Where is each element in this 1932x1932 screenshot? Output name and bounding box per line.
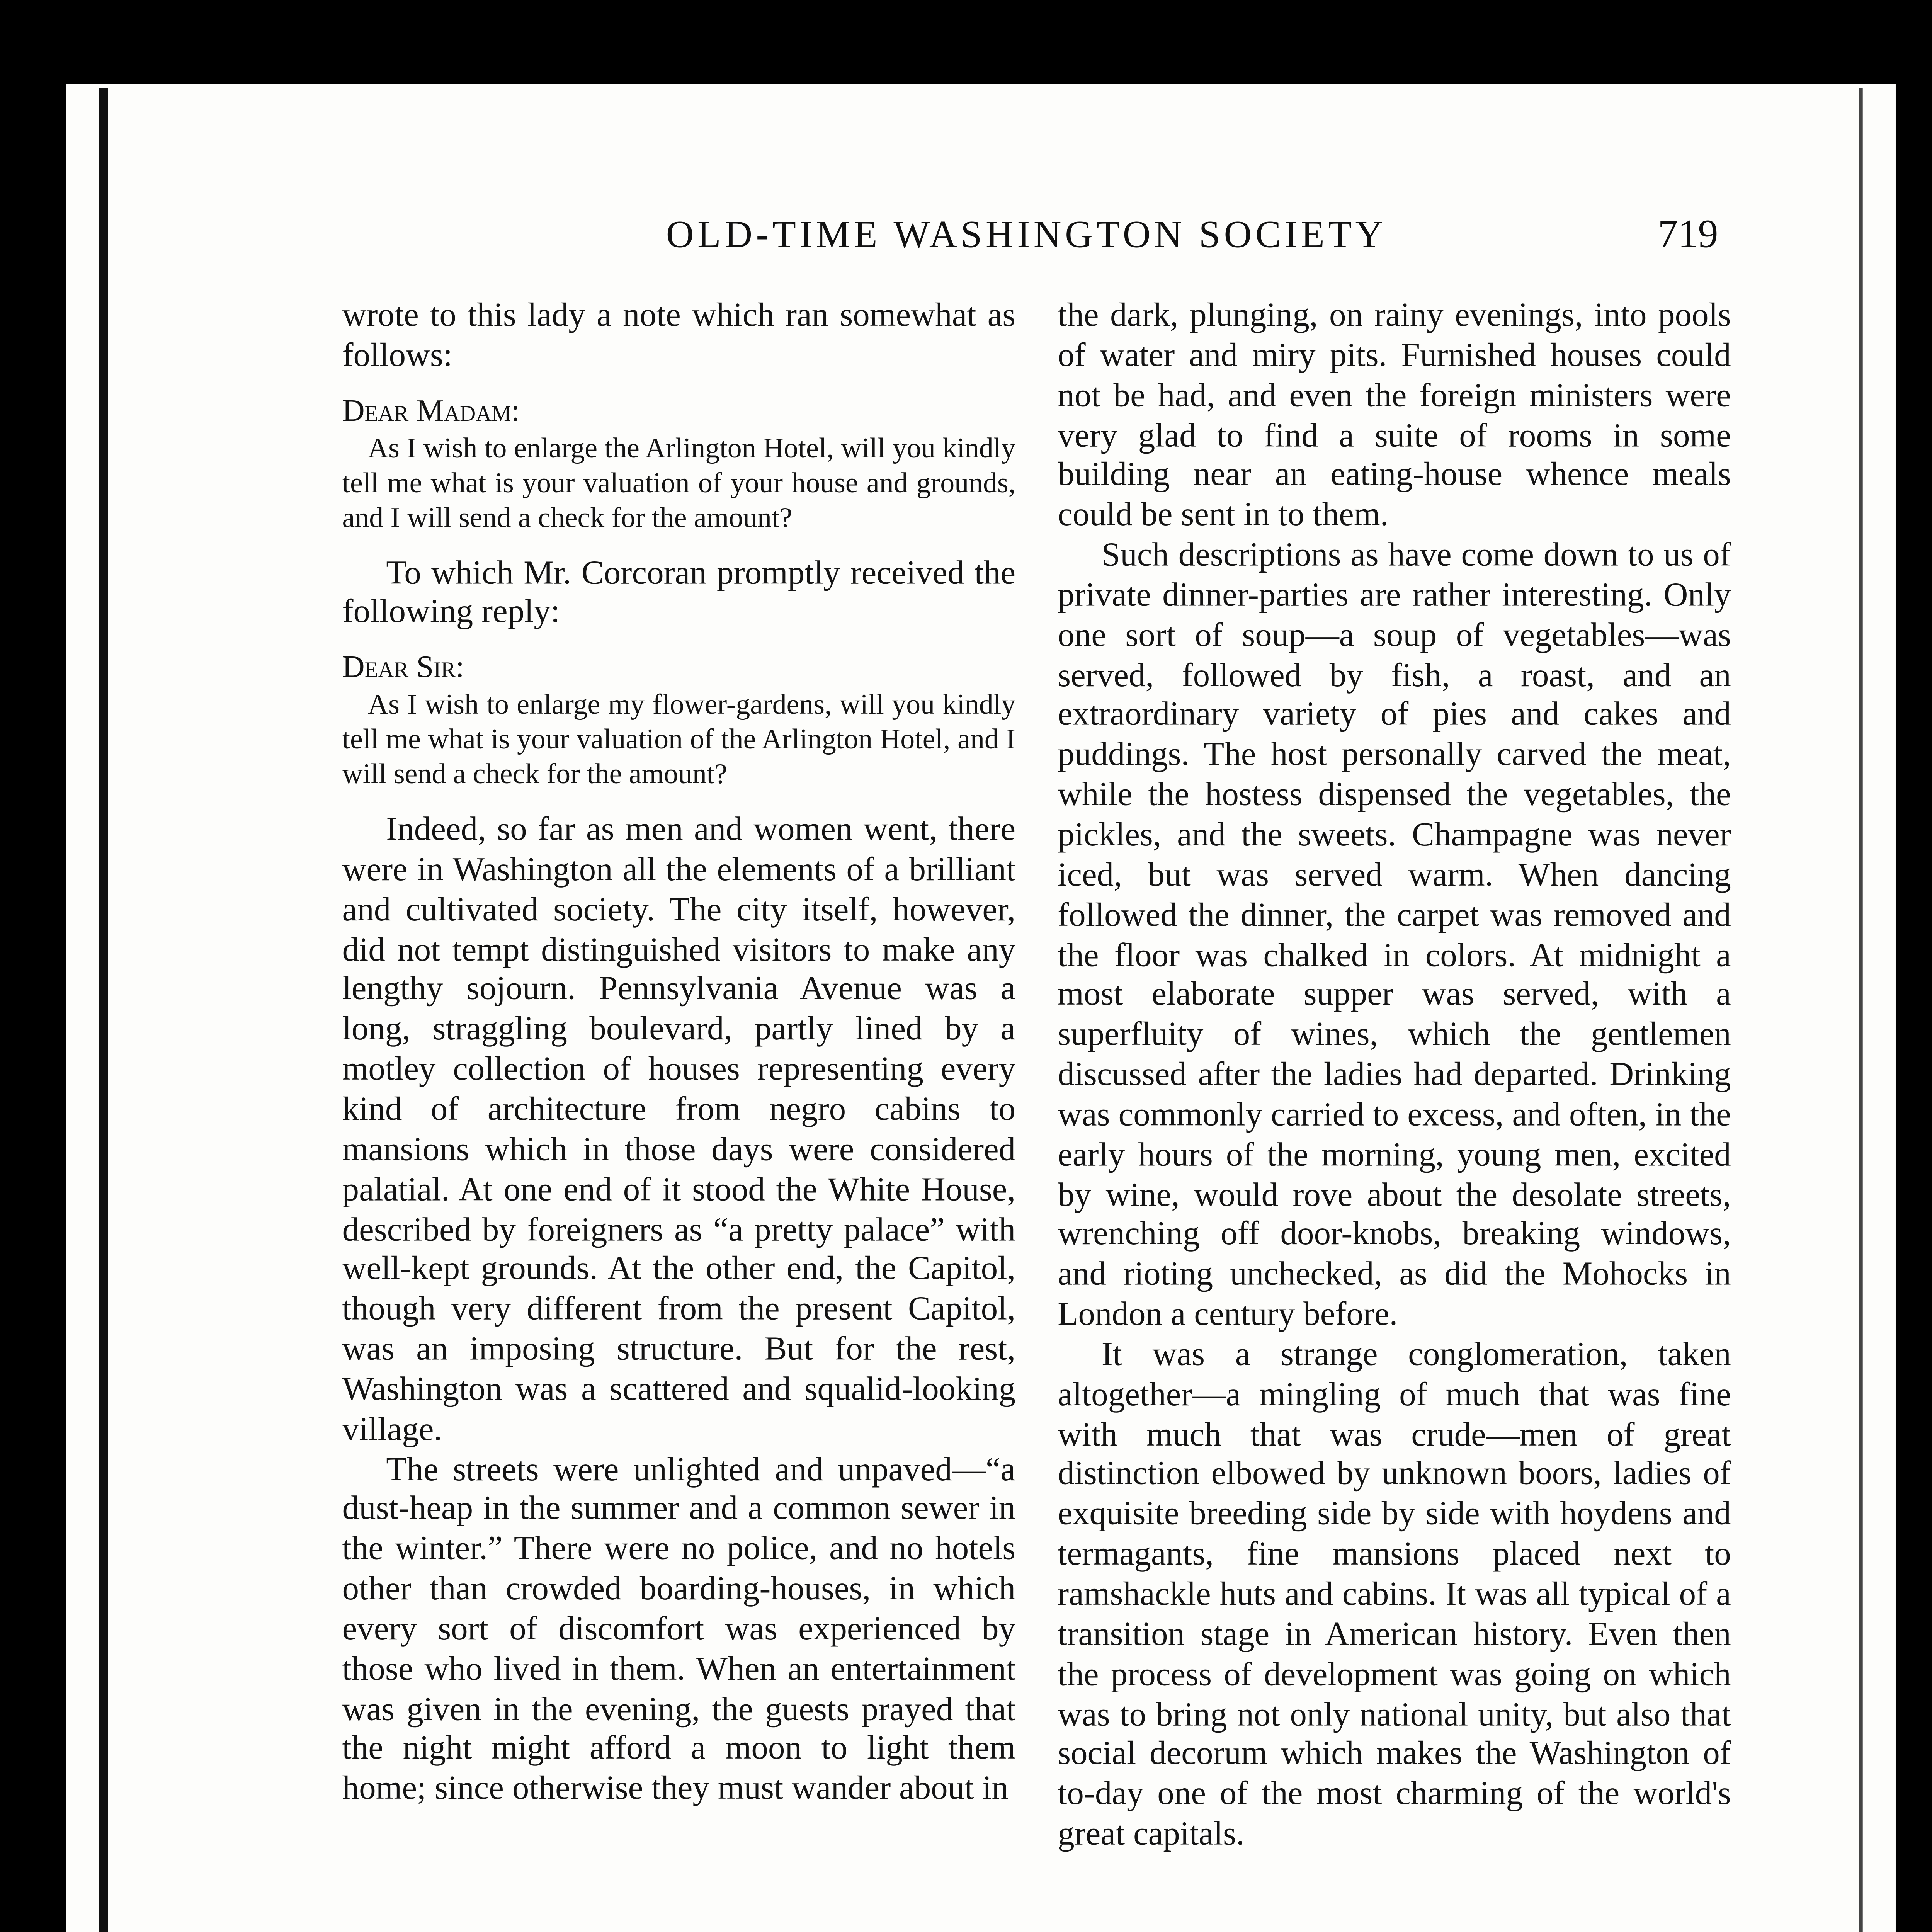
paragraph: Indeed, so far as men and women went, there were in Washington all the elements of a brilliant and cultivated society. The city itself, however, did not tempt distinguished visitors to make any lengthy sojourn. Pennsylvania Avenue was a long, straggling boulevard, partly lined by a motley collection of houses representing every kind of architecture from negro cabins to mansions which in those days were considered palatial. At one end of it stood the White House, described by foreigners as “a pretty palace” with well-kept grounds. At the other end, the Capitol, though very different from the present Capitol, was an imposing structure. But for the rest, Washington was a scattered and squalid-looking village. [342,811,1016,1447]
right-column [1058,296,1731,1855]
paragraph: The streets were unlighted and unpaved—“a dust-heap in the summer and a common sewer in the winter.” There were no police, and no hotels other than crowded boarding-houses, in which every sort of discomfort was experienced by those who lived in them. When an entertainment was given in the evening, the guests prayed that the night might afford a moon to light them home; since otherwise they must wander about in [342,1450,1016,1807]
paragraph: Such descriptions as have come down to us of private dinner-parties are rather interesting. Only one sort of soup—a soup of vegetables—was served, followed by fish, a roast, and an extraordinary variety of pies and cakes and puddings. The host personally carved the meat, while the hostess dispensed the vegetables, the pickles, and the sweets. Champagne was never iced, but was served warm. When dancing followed the dinner, the carpet was removed and the floor was chalked in colors. At midnight a most elaborate supper was served, with a superfluity of wines, which the gentlemen discussed after the ladies had departed. Drinking was commonly carried to excess, and often, in the early hours of the morning, young men, excited by wine, would rove about the desolate streets, wrenching off door-knobs, breaking windows, and rioting unchecked, as did the Mohocks in London a century before. [1058,536,1731,1332]
page-edge [1859,88,1862,1932]
running-header: OLD-TIME WASHINGTON SOCIETY [666,212,1387,256]
letter-body: As I wish to enlarge my flower-gardens, will you kindly tell me what is your valuation of the Arlington Hotel, and I will send a check for the amount? [342,690,1016,791]
page-number: 719 [1658,210,1718,256]
left-column [342,296,1016,1810]
paragraph: It was a strange conglomeration, taken altogether—a mingling of much that was fine with much that was crude—men of great distinction elbowed by unknown boors, ladies of exquisite breeding side by side with hoydens and termagants, fine mansions placed next to ramshackle huts and cabins. It was all typical of a transition stage in American history. Even then the process of development was going on which was to bring not only national unity, but also that social decorum which makes the Washington of to-day one of the most charming of the world's great capitals. [1058,1335,1731,1852]
paragraph: wrote to this lady a note which ran somewhat as follows: [342,296,1016,373]
paragraph: To which Mr. Corcoran promptly received the following reply: [342,553,1016,630]
binding-edge [99,88,108,1932]
letter-salutation: Dear Madam: [342,393,520,428]
letter-salutation: Dear Sir: [342,650,464,685]
letter-body: As I wish to enlarge the Arlington Hotel, will you kindly tell me what is your valuation of your house and grounds, and I will send a check for the amount? [342,433,1016,534]
paragraph: the dark, plunging, on rainy evenings, into pools of water and miry pits. Furnished houses could not be had, and even the foreign ministers were very glad to find a suite of rooms in some building near an eating-house whence meals could be sent in to them. [1058,296,1731,533]
